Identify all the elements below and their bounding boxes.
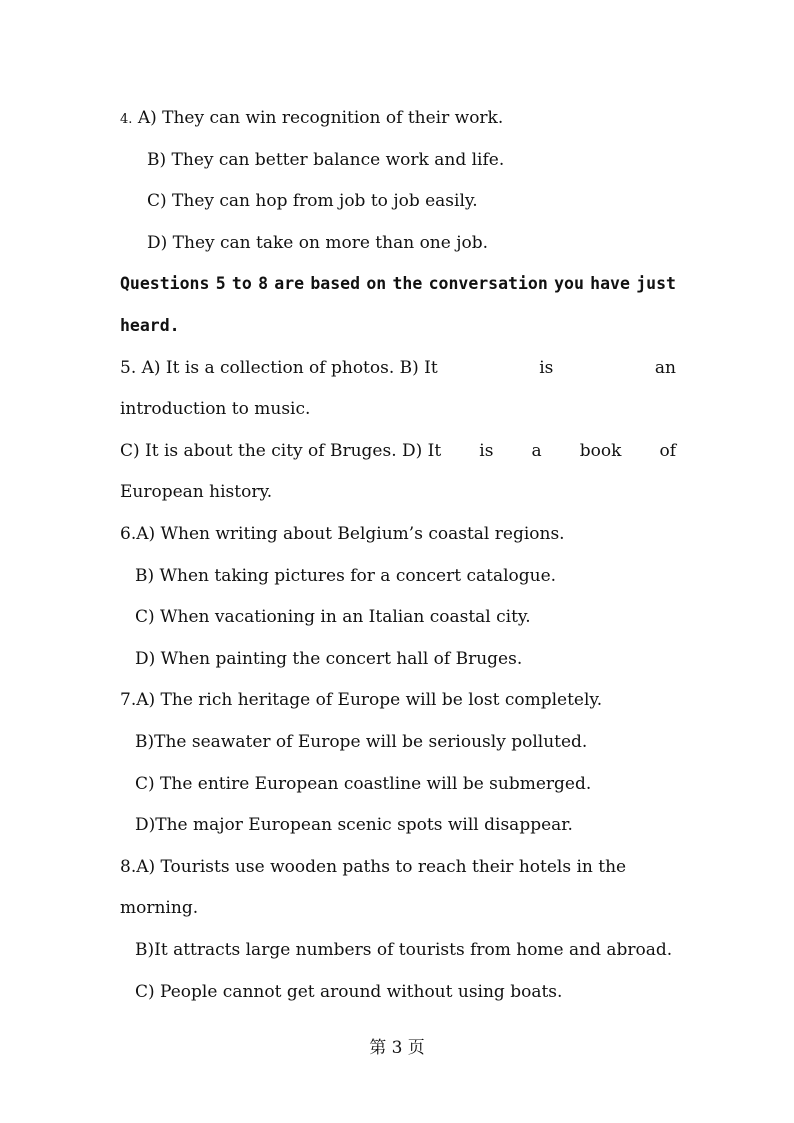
header-word: on [366, 274, 387, 293]
header-word: to [231, 274, 252, 293]
q7-option-b: B)The seawater of Europe will be seriously polluted. [135, 732, 588, 752]
q4-option-d: D) They can take on more than one job. [147, 233, 489, 253]
q7-option-d: D)The major European scenic spots will disappear. [135, 815, 573, 835]
q7-option-c: C) The entire European coastline will be submerged. [135, 774, 592, 794]
q7-option-a: 7.A) The rich heritage of Europe will be lost completely. [120, 690, 603, 710]
q5-line4: European history. [120, 482, 273, 502]
header-word: conversation [428, 274, 548, 293]
header-word: 5 [215, 274, 226, 293]
section-header-line1 [120, 273, 676, 295]
q5-line1-word: an [654, 358, 676, 378]
header-word: just [636, 274, 676, 293]
section-header-line2: heard. [120, 316, 180, 335]
q4-option-a [120, 107, 676, 131]
q5-line3-word: is [479, 441, 494, 461]
header-word: Questions [120, 274, 210, 293]
page-number: 第 3 页 [369, 1038, 425, 1058]
q8-option-a-line1: 8.A) Tourists use wooden paths to reach their hotels in the [120, 857, 627, 877]
q5-line3 [120, 440, 676, 462]
q5-line3-word: a [531, 441, 542, 461]
header-word: 8 [258, 274, 268, 293]
header-word: the [392, 274, 423, 293]
q6-option-b: B) When taking pictures for a concert catalogue. [135, 566, 557, 586]
q6-option-d: D) When painting the concert hall of Bruges. [135, 649, 523, 669]
q6-option-a: 6.A) When writing about Belgium’s coastal regions. [120, 524, 565, 544]
q5-line1 [120, 357, 676, 379]
q6-option-c: C) When vacationing in an Italian coastal city. [135, 607, 531, 627]
header-word: you [554, 274, 584, 293]
header-word: are [274, 274, 305, 293]
q5-line1-start: 5. A) It is a collection of photos. B) It [120, 358, 438, 378]
q4-option-c: C) They can hop from job to job easily. [147, 191, 478, 211]
q8-option-a-line2: morning. [120, 898, 199, 918]
q5-line3-word: book [579, 441, 622, 461]
q5-line2: introduction to music. [120, 399, 311, 419]
q4-option-a-text: A) They can win recognition of their work. [137, 108, 504, 128]
q8-option-c: C) People cannot get around without using boats. [135, 982, 563, 1002]
header-word: based [310, 274, 361, 293]
q5-line3-start: C) It is about the city of Bruges. D) It [120, 441, 442, 461]
q8-option-b: B)It attracts large numbers of tourists from home and abroad. [135, 940, 673, 960]
header-word: have [590, 274, 630, 293]
q5-line3-word: of [659, 441, 676, 461]
q4-option-b: B) They can better balance work and life. [147, 150, 505, 170]
q5-line1-word: is [539, 358, 554, 378]
q4-number: 4. [120, 112, 133, 127]
